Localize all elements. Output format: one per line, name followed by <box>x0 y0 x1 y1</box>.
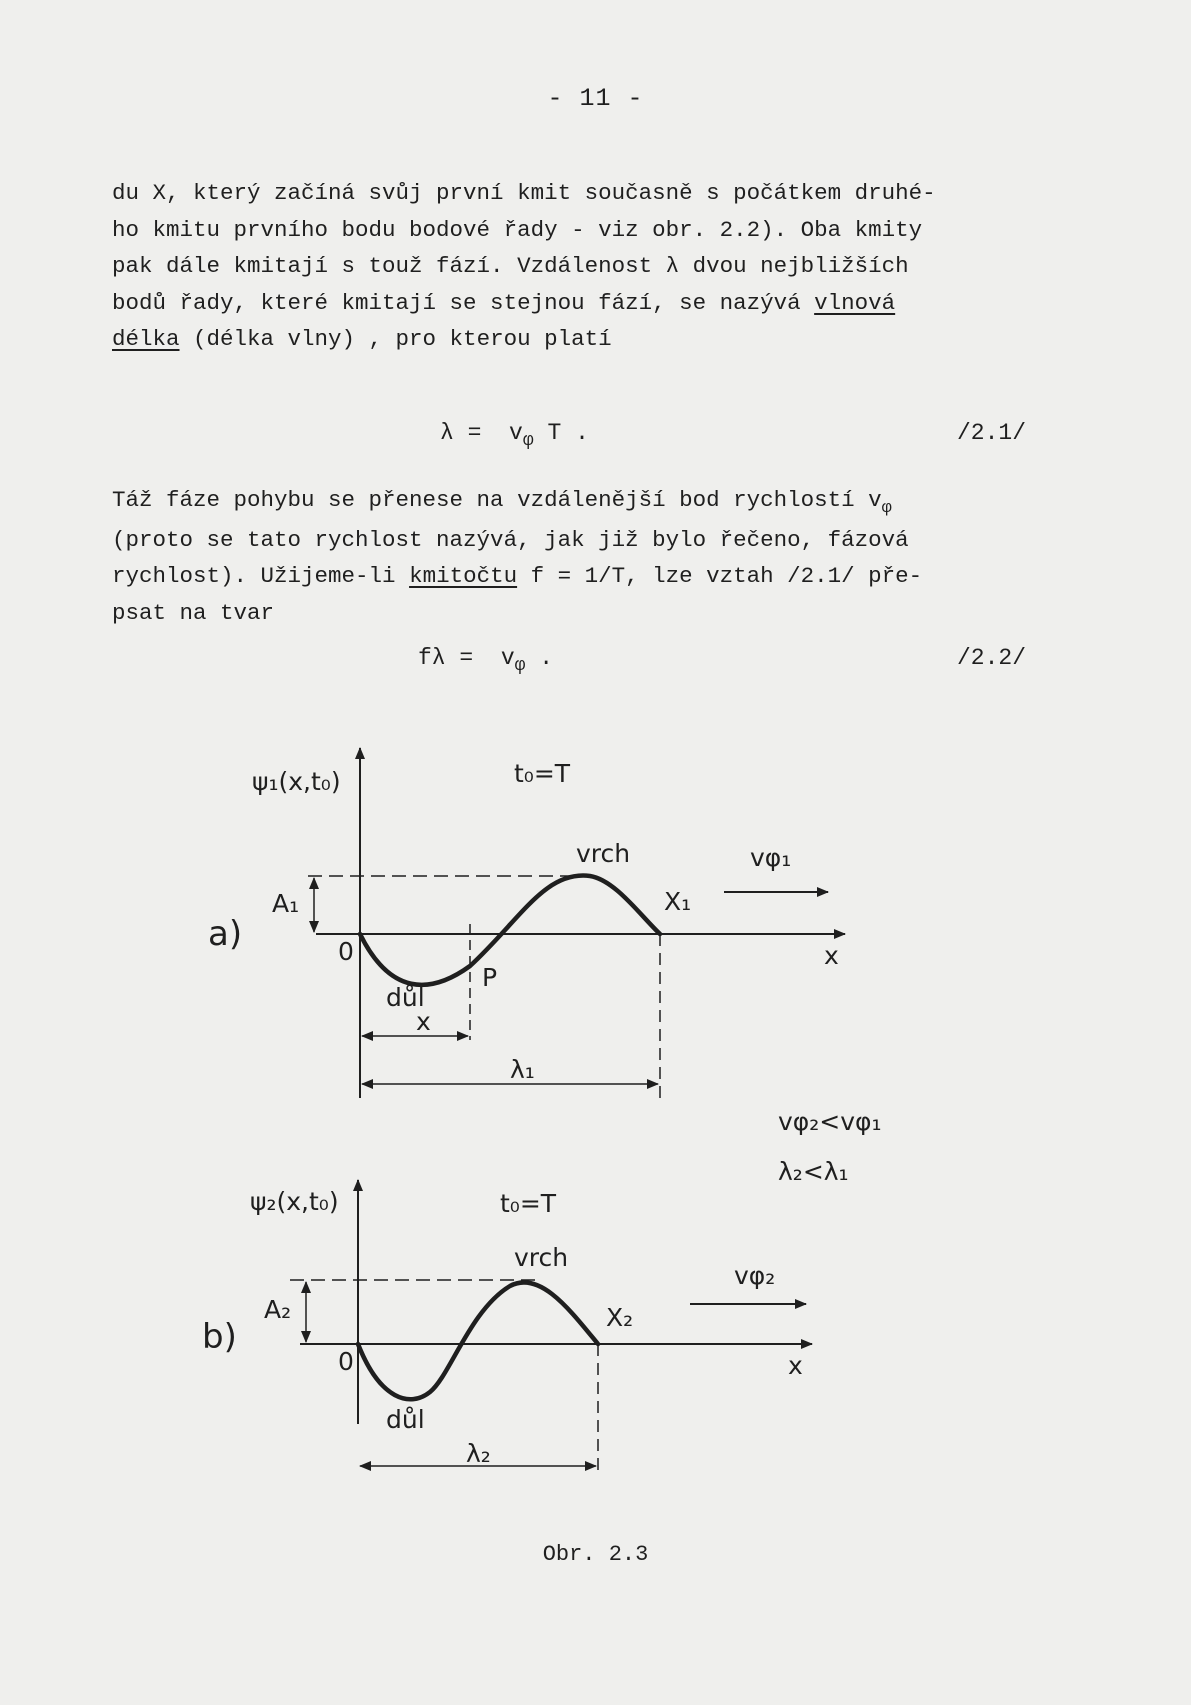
panel-label: a) <box>208 914 243 954</box>
end-point-label: X₂ <box>606 1303 634 1332</box>
y-axis-label: ψ₁(x,t₀) <box>252 767 341 796</box>
x-axis-label: x <box>788 1351 803 1380</box>
wave-curve <box>360 876 660 985</box>
equation-lhs: λ = <box>440 420 482 446</box>
x-axis-label: x <box>824 941 839 970</box>
term-delka: délka <box>112 326 180 352</box>
paragraph-line-text: rychlost). Užijeme-li <box>112 563 410 589</box>
equation-rhs: T . <box>547 420 589 446</box>
amplitude-label: A₁ <box>272 889 300 918</box>
panel-a <box>208 748 845 1098</box>
paragraph-line-text: bodů řady, které kmitají se stejnou fází, se nazývá <box>112 289 801 316</box>
trough-label: důl <box>386 983 425 1012</box>
origin-label: 0 <box>338 1347 354 1376</box>
crest-label: vrch <box>576 839 631 868</box>
wavelength-label: λ₂ <box>466 1439 491 1468</box>
paragraph-line-text: (délka vlny) , pro kterou platí <box>179 326 612 352</box>
paragraph-line: psat na tvar <box>112 599 275 626</box>
paragraph-line: (proto se tato rychlost nazývá, jak již bylo řečeno, fázová <box>112 526 909 553</box>
time-label: t₀=T <box>514 759 571 788</box>
equation-v: v <box>500 645 515 671</box>
crest-label: vrch <box>514 1243 569 1272</box>
wavelength-relation: λ₂<λ₁ <box>778 1157 849 1186</box>
equation-number: /2.2/ <box>956 645 1026 671</box>
y-axis-label: ψ₂(x,t₀) <box>250 1187 339 1216</box>
origin-label: 0 <box>338 937 354 966</box>
term-vlnova: vlnová <box>814 289 896 316</box>
trough-label: důl <box>386 1405 425 1434</box>
figure-caption: Obr. 2.3 <box>542 1542 649 1567</box>
page-number: - 11 - <box>547 84 644 113</box>
wave-curve <box>358 1282 598 1399</box>
distance-label: x <box>416 1007 431 1036</box>
panel-b <box>202 1180 812 1472</box>
paragraph-line: du X, který začíná svůj první kmit současně s počátkem druhé- <box>112 180 936 206</box>
paragraph-line: ho kmitu prvního bodu bodové řady - viz obr. 2.2). Oba kmity <box>112 216 923 243</box>
equation-subscript: φ <box>514 656 526 676</box>
equation-number: /2.1/ <box>956 420 1026 446</box>
wavelength-label: λ₁ <box>510 1055 535 1084</box>
paragraph-line-text: Táž fáze pohybu se přenese na vzdálenější bod rychlostí v <box>112 487 882 513</box>
paragraph-line: pak dále kmitají s touž fází. Vzdálenost λ dvou nejbližších <box>112 253 909 279</box>
paragraph-line-text: f = 1/T, lze vztah /2.1/ pře- <box>517 563 923 589</box>
amplitude-label: A₂ <box>264 1295 292 1324</box>
velocity-label: vφ₁ <box>750 843 792 872</box>
panel-label: b) <box>202 1317 237 1357</box>
end-point-label: X₁ <box>664 887 692 916</box>
velocity-label: vφ₂ <box>734 1261 776 1290</box>
velocity-subscript: φ <box>881 499 892 518</box>
equation-rhs: . <box>539 645 554 671</box>
velocity-relation: vφ₂<vφ₁ <box>778 1107 882 1136</box>
point-p-label: P <box>482 963 498 992</box>
equation-lhs: fλ = <box>418 645 474 671</box>
time-label: t₀=T <box>500 1189 557 1218</box>
equation-v: v <box>509 420 523 446</box>
term-kmitoctu: kmitočtu <box>409 563 518 589</box>
equation-subscript: φ <box>522 431 534 451</box>
